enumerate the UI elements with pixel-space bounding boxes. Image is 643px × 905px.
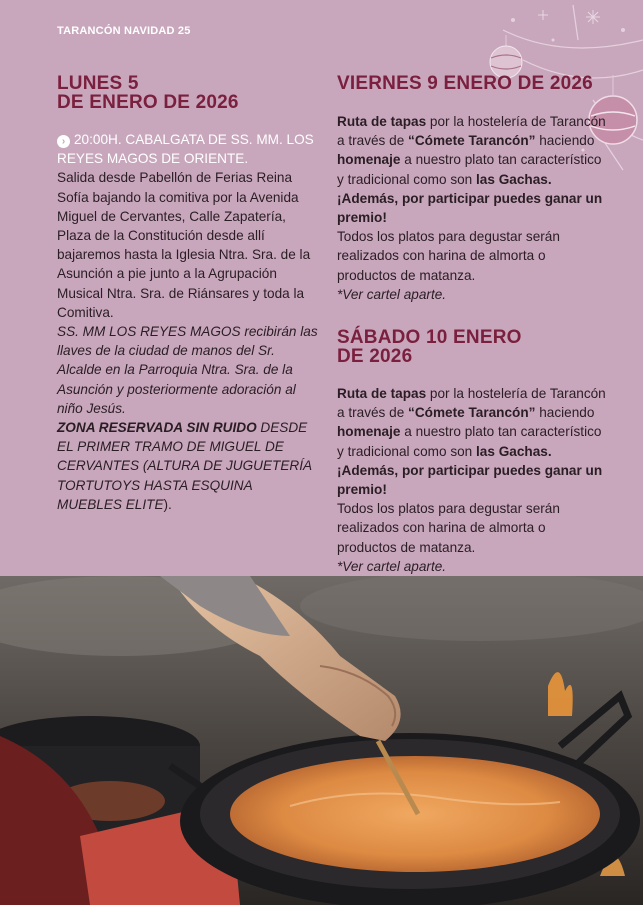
- right-heading-2: [337, 328, 607, 366]
- tapas2-b3: homenaje: [337, 424, 401, 440]
- tapas-note: *Ver cartel aparte.: [337, 286, 447, 302]
- left-heading-line1: LUNES 5: [57, 73, 139, 94]
- tapas-block-2: [337, 384, 607, 576]
- tapas-t3: a nuestro plato tan característico y tradicional como son: [337, 152, 602, 187]
- tapas-block-1: [337, 112, 607, 304]
- right-heading-2-line2: DE 2026: [337, 346, 413, 368]
- zone-notice-rest: DESDE EL PRIMER TRAMO DE MIGUEL DE CERVANTES (ALTURA DE JUGUETERÍA TORTUTOYS HASTA ESQUINA MUEBLES ELITE: [57, 420, 312, 512]
- gachas-photo: [0, 576, 643, 905]
- tapas2-b2: “Cómete Tarancón”: [408, 405, 536, 421]
- left-heading: [57, 74, 319, 112]
- tapas2-t3: a nuestro plato tan característico y tradicional como son: [337, 424, 602, 459]
- event-title-text: 20:00H. CABALGATA DE SS. MM. LOS REYES MAGOS DE ORIENTE.: [57, 132, 314, 167]
- left-heading-line2: DE ENERO DE 2026: [57, 92, 239, 113]
- header-tag: TARANCÓN NAVIDAD 25: [57, 25, 191, 37]
- zone-notice: [57, 418, 319, 514]
- arrow-right-icon: ›: [57, 135, 70, 148]
- tapas-b4: las Gachas. ¡Además, por participar puedes ganar un premio!: [337, 171, 603, 226]
- tapas2-b1: Ruta de tapas: [337, 386, 427, 402]
- tapas2-t4: Todos los platos para degustar serán realizados con harina de almorta o productos de matanza.: [337, 501, 560, 555]
- right-heading-2-line1: SÁBADO 10 ENERO: [337, 327, 522, 349]
- tapas-t4: Todos los platos para degustar serán realizados con harina de almorta o productos de matanza.: [337, 229, 560, 283]
- tapas2-note: *Ver cartel aparte.: [337, 558, 447, 574]
- tapas2-t1: por la hostelería de Tarancón a través de: [337, 386, 606, 421]
- event-body: Salida desde Pabellón de Ferias Reina Sofía bajando la comitiva por la Avenida Miguel de Cervantes, Calle Zapatería, Plaza de la Constitución desde allí bajaremos hasta la Iglesia Ntra. Sra. de la Asunción a pie junto a la Agrupación Musical Ntra. Sra. de Riánsares y toda la Comitiva.: [57, 170, 311, 320]
- tapas-b2: “Cómete Tarancón”: [408, 133, 536, 149]
- zone-notice-end: ).: [163, 496, 172, 512]
- tapas-b1: Ruta de tapas: [337, 114, 427, 129]
- event-title: [57, 130, 319, 168]
- right-column: [337, 74, 607, 576]
- tapas2-b4: las Gachas. ¡Además, por participar puedes ganar un premio!: [337, 443, 603, 498]
- tapas-b3: homenaje: [337, 152, 401, 168]
- tapas-t1: por la hostelería de Tarancón a través de: [337, 114, 606, 149]
- cooking-pan-image: [0, 576, 643, 905]
- tapas2-t2: haciendo: [535, 405, 595, 421]
- zone-notice-bold: ZONA RESERVADA SIN RUIDO: [57, 420, 257, 436]
- event-italic-note: SS. MM LOS REYES MAGOS recibirán las llaves de la ciudad de manos del Sr. Alcalde en la Parroquia Ntra. Sra. de la Asunción y posteriormente adoración al niño Jesús.: [57, 324, 318, 416]
- right-heading-1: VIERNES 9 ENERO DE 2026: [337, 73, 593, 94]
- left-column: [57, 74, 319, 514]
- tapas-t2: haciendo: [535, 133, 595, 149]
